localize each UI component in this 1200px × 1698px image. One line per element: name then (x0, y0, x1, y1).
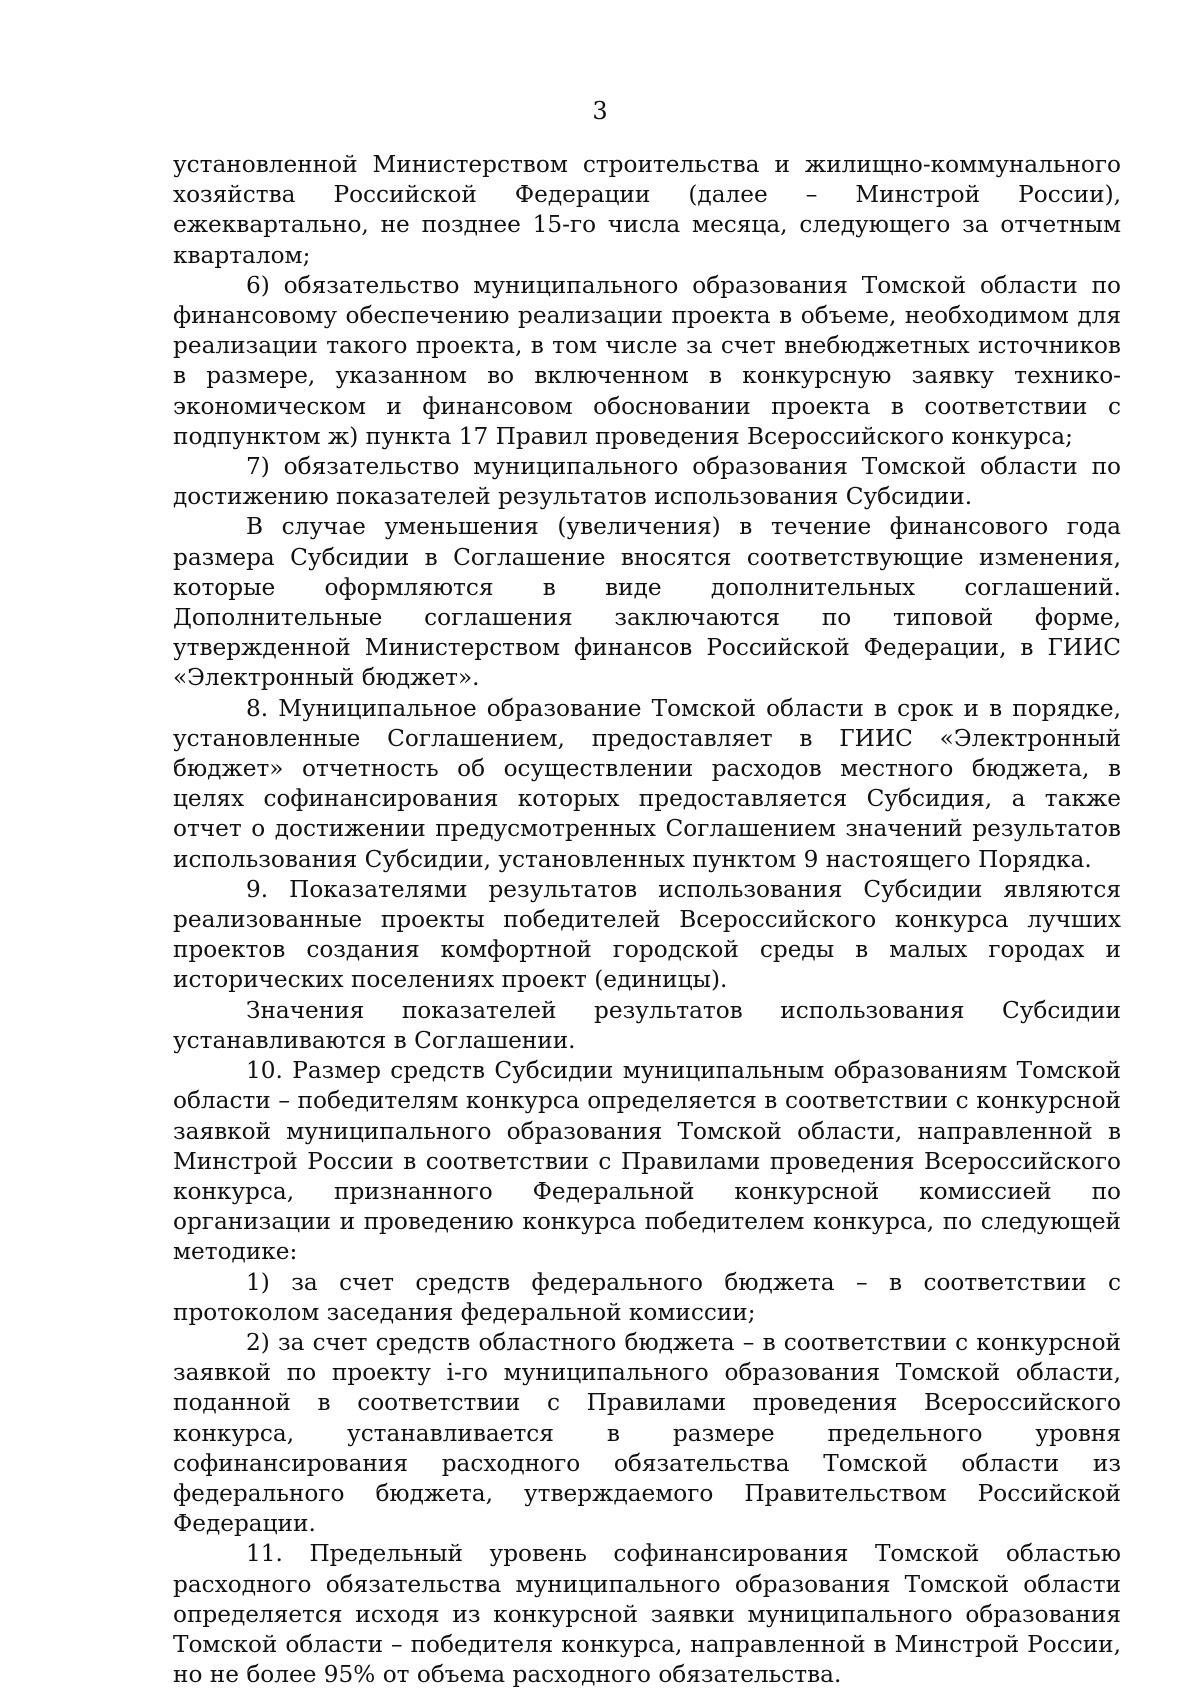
paragraph-item-6: 6) обязательство муниципального образования Томской области по финансовому обеспечению реализации проекта в объеме, необходимом для реализации такого проекта, в том числе за счет внебюджетных источников в размере, указанном во включенном в конкурсную заявку технико-экономическом и финансовом обосновании проекта в соответствии с подпунктом ж) пункта 17 Правил проведения Всероссийского конкурса; (173, 271, 1121, 450)
paragraph-clause-11: 11. Предельный уровень софинансирования Томской областью расходного обязательства муниципального образования Томской области определяется исходя из конкурсной заявки муниципального образования Томской области – победителя конкурса, направленной в Минстрой России, но не более 95% от объема расходного обязательства. (173, 1540, 1121, 1689)
paragraph-indicator-values: Значения показателей результатов использования Субсидии устанавливаются в Соглашении. (173, 996, 1121, 1054)
paragraph-item-7: 7) обязательство муниципального образования Томской области по достижению показателей результатов использования Субсидии. (173, 453, 1121, 511)
paragraph-method-2: 2) за счет средств областного бюджета – в соответствии с конкурсной заявкой по проекту i-го муниципального образования Томской области, поданной в соответствии с Правилами проведения Всероссийского конкурса, устанавливается в размере предельного уровня софинансирования расходного обязательства Томской области из федерального бюджета, утверждаемого Правительством Российской Федерации. (173, 1328, 1121, 1538)
paragraph-method-1: 1) за счет средств федерального бюджета – в соответствии с протоколом заседания федеральной комиссии; (173, 1268, 1121, 1326)
document-body (173, 150, 1121, 1690)
page-number: 3 (592, 97, 608, 125)
paragraph-subsidy-change: В случае уменьшения (увеличения) в течение финансового года размера Субсидии в Соглашение вносятся соответствующие изменения, которые оформляются в виде дополнительных соглашений. Дополнительные соглашения заключаются по типовой форме, утвержденной Министерством финансов Российской Федерации, в ГИИС «Электронный бюджет». (173, 513, 1121, 692)
paragraph-clause-10: 10. Размер средств Субсидии муниципальным образованиям Томской области – победителям конкурса определяется в соответствии с конкурсной заявкой муниципального образования Томской области, направленной в Минстрой России в соответствии с Правилами проведения Всероссийского конкурса, признанного Федеральной конкурсной комиссией по организации и проведению конкурса победителем конкурса, по следующей методике: (173, 1057, 1121, 1266)
paragraph-clause-8: 8. Муниципальное образование Томской области в срок и в порядке, установленные Соглашением, предоставляет в ГИИС «Электронный бюджет» отчетность об осуществлении расходов местного бюджета, в целях софинансирования которых предоставляется Субсидия, а также отчет о достижении предусмотренных Соглашением значений результатов использования Субсидии, установленных пунктом 9 настоящего Порядка. (173, 694, 1121, 873)
paragraph-clause-9: 9. Показателями результатов использования Субсидии являются реализованные проекты победителей Всероссийского конкурса лучших проектов создания комфортной городской среды в малых городах и исторических поселениях проект (единицы). (173, 875, 1121, 994)
paragraph-continuation: установленной Министерством строительства и жилищно-коммунального хозяйства Российской Федерации (далее – Минстрой России), ежеквартально, не позднее 15-го числа месяца, следующего за отчетным кварталом; (173, 151, 1121, 269)
